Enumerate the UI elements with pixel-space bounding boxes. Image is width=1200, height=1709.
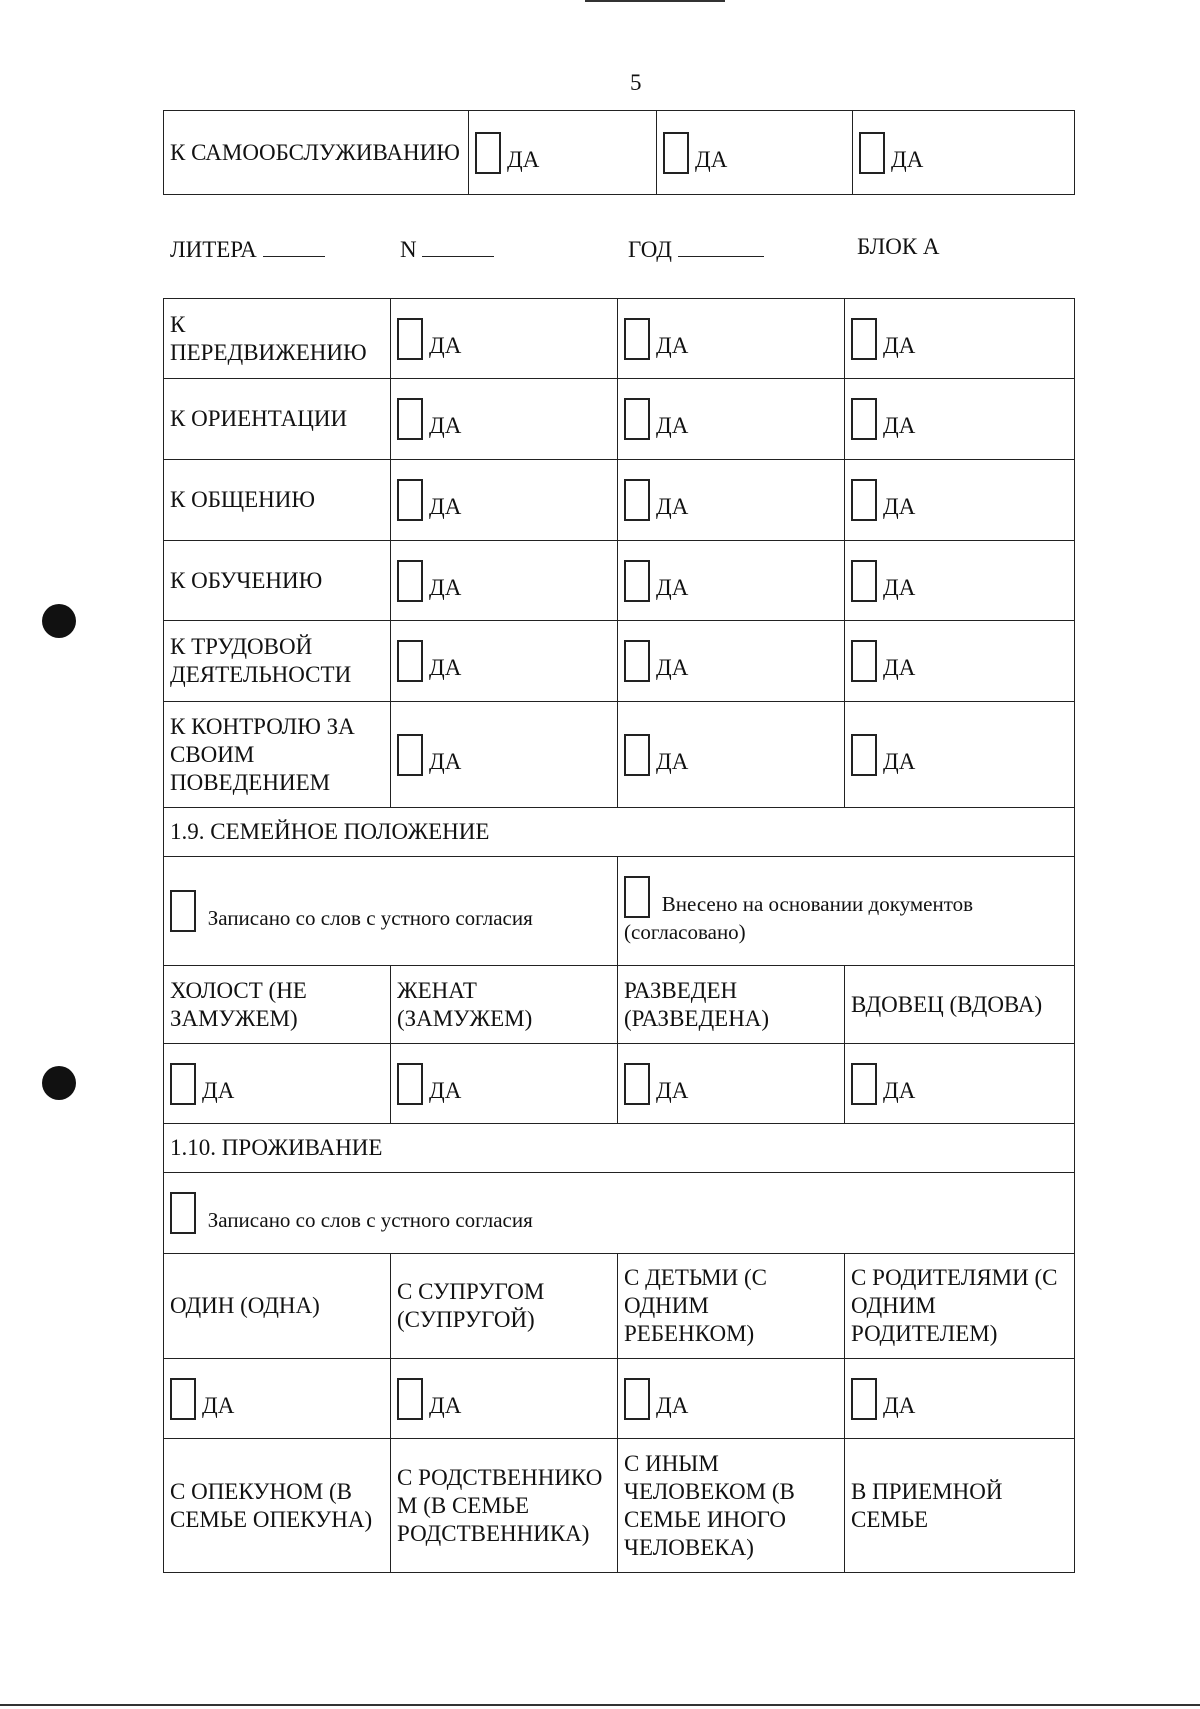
residence-checkbox-row bbox=[164, 1359, 1075, 1439]
yes-label: ДА bbox=[656, 332, 689, 358]
litera-field bbox=[170, 234, 325, 263]
residence-option: ОДИН (ОДНА) bbox=[164, 1254, 391, 1359]
documents-label: Внесено на основании документов (согласовано) bbox=[624, 892, 974, 944]
checkbox[interactable] bbox=[397, 640, 423, 682]
yes-label: ДА bbox=[695, 146, 728, 172]
checkbox[interactable] bbox=[851, 560, 877, 602]
yes-label: ДА bbox=[891, 146, 924, 172]
yes-label: ДА bbox=[429, 413, 462, 438]
yes-label: ДА bbox=[656, 748, 689, 774]
ability-row bbox=[164, 379, 1075, 460]
row-label: К ОБЩЕНИЮ bbox=[164, 460, 391, 541]
oral-consent-checkbox[interactable] bbox=[170, 890, 196, 932]
scan-line bbox=[585, 0, 725, 2]
checkbox[interactable] bbox=[475, 132, 501, 174]
yes-label: ДА bbox=[507, 146, 540, 172]
yes-label: ДА bbox=[429, 574, 462, 600]
family-option: РАЗВЕДЕН (РАЗВЕДЕНА) bbox=[618, 966, 845, 1044]
yes-label: ДА bbox=[883, 1077, 916, 1103]
year-field bbox=[628, 234, 764, 263]
checkbox[interactable] bbox=[851, 398, 877, 440]
row-label: К ТРУДОВОЙ ДЕЯТЕЛЬНОСТИ bbox=[164, 621, 391, 702]
yes-label: ДА bbox=[883, 655, 916, 680]
checkbox[interactable] bbox=[397, 479, 423, 521]
yes-label: ДА bbox=[202, 1392, 235, 1418]
residence-options-row bbox=[164, 1254, 1075, 1359]
yes-label: ДА bbox=[656, 574, 689, 600]
ability-row bbox=[164, 621, 1075, 702]
litera-input[interactable] bbox=[263, 234, 325, 257]
yes-label: ДА bbox=[429, 748, 462, 774]
ability-row bbox=[164, 460, 1075, 541]
residence-option: В ПРИЕМНОЙ СЕМЬЕ bbox=[845, 1439, 1075, 1573]
checkbox[interactable] bbox=[851, 479, 877, 521]
residence-option: С ОПЕКУНОМ (В СЕМЬЕ ОПЕКУНА) bbox=[164, 1439, 391, 1573]
yes-label: ДА bbox=[883, 332, 916, 358]
checkbox[interactable] bbox=[624, 1063, 650, 1105]
checkbox[interactable] bbox=[624, 640, 650, 682]
page-number: 5 bbox=[630, 70, 642, 95]
residence-option: С РОДИТЕЛЯМИ (С ОДНИМ РОДИТЕЛЕМ) bbox=[845, 1254, 1075, 1359]
checkbox[interactable] bbox=[397, 560, 423, 602]
family-options-row bbox=[164, 966, 1075, 1044]
number-field bbox=[400, 234, 494, 263]
residence-option: С СУПРУГОМ (СУПРУГОЙ) bbox=[391, 1254, 618, 1359]
oral-consent-label: Записано со слов с устного согласия bbox=[207, 1208, 533, 1232]
checkbox[interactable] bbox=[624, 1378, 650, 1420]
checkbox[interactable] bbox=[851, 318, 877, 360]
family-option: ХОЛОСТ (НЕ ЗАМУЖЕМ) bbox=[164, 966, 391, 1044]
yes-label: ДА bbox=[429, 494, 462, 519]
checkbox[interactable] bbox=[624, 479, 650, 521]
yes-label: ДА bbox=[656, 1392, 689, 1418]
yes-label: ДА bbox=[883, 1392, 916, 1418]
family-checkbox-row bbox=[164, 1044, 1075, 1124]
checkbox[interactable] bbox=[624, 398, 650, 440]
punch-hole bbox=[42, 1066, 76, 1100]
self-care-table bbox=[163, 110, 1075, 195]
section-heading-family: 1.9. СЕМЕЙНОЕ ПОЛОЖЕНИЕ bbox=[164, 808, 1075, 857]
checkbox[interactable] bbox=[397, 398, 423, 440]
yes-label: ДА bbox=[883, 413, 916, 438]
checkbox[interactable] bbox=[851, 1378, 877, 1420]
oral-consent-checkbox[interactable] bbox=[170, 1192, 196, 1234]
checkbox[interactable] bbox=[663, 132, 689, 174]
checkbox[interactable] bbox=[397, 734, 423, 776]
row-label: К САМООБСЛУЖИВАНИЮ bbox=[164, 111, 469, 195]
checkbox[interactable] bbox=[170, 1063, 196, 1105]
row-label: К ОРИЕНТАЦИИ bbox=[164, 379, 391, 460]
row-label: К ПЕРЕДВИЖЕНИЮ bbox=[164, 299, 391, 379]
yes-label: ДА bbox=[656, 655, 689, 680]
block-label: БЛОК А bbox=[857, 234, 940, 259]
yes-label: ДА bbox=[656, 494, 689, 519]
yes-label: ДА bbox=[656, 1077, 689, 1103]
ability-row bbox=[164, 541, 1075, 621]
checkbox[interactable] bbox=[624, 560, 650, 602]
residence-options-row-2 bbox=[164, 1439, 1075, 1573]
checkbox[interactable] bbox=[851, 734, 877, 776]
checkbox[interactable] bbox=[851, 1063, 877, 1105]
residence-option: С ДЕТЬМИ (С ОДНИМ РЕБЕНКОМ) bbox=[618, 1254, 845, 1359]
yes-label: ДА bbox=[429, 655, 462, 680]
yes-label: ДА bbox=[883, 748, 916, 774]
number-input[interactable] bbox=[422, 234, 494, 257]
yes-label: ДА bbox=[202, 1077, 235, 1103]
oral-consent-label: Записано со слов с устного согласия bbox=[207, 906, 533, 930]
year-label: ГОД bbox=[628, 237, 672, 262]
punch-hole bbox=[42, 604, 76, 638]
residence-option: С РОДСТВЕННИКО М (В СЕМЬЕ РОДСТВЕННИКА) bbox=[391, 1439, 618, 1573]
checkbox[interactable] bbox=[851, 640, 877, 682]
checkbox[interactable] bbox=[397, 318, 423, 360]
main-table bbox=[163, 298, 1075, 1573]
ability-row bbox=[164, 299, 1075, 379]
section-heading-residence: 1.10. ПРОЖИВАНИЕ bbox=[164, 1124, 1075, 1173]
checkbox[interactable] bbox=[397, 1378, 423, 1420]
row-label: К КОНТРОЛЮ ЗА СВОИМ ПОВЕДЕНИЕМ bbox=[164, 702, 391, 808]
checkbox[interactable] bbox=[624, 318, 650, 360]
family-option: ЖЕНАТ (ЗАМУЖЕМ) bbox=[391, 966, 618, 1044]
yes-label: ДА bbox=[883, 574, 916, 600]
yes-label: ДА bbox=[883, 494, 916, 519]
checkbox[interactable] bbox=[624, 734, 650, 776]
number-label: N bbox=[400, 237, 417, 262]
documents-checkbox[interactable] bbox=[624, 876, 650, 918]
checkbox[interactable] bbox=[859, 132, 885, 174]
scan-line bbox=[0, 1704, 1200, 1706]
yes-label: ДА bbox=[429, 1392, 462, 1418]
family-option: ВДОВЕЦ (ВДОВА) bbox=[845, 966, 1075, 1044]
litera-label: ЛИТЕРА bbox=[170, 237, 257, 262]
yes-label: ДА bbox=[656, 413, 689, 438]
checkbox[interactable] bbox=[397, 1063, 423, 1105]
checkbox[interactable] bbox=[170, 1378, 196, 1420]
residence-option: С ИНЫМ ЧЕЛОВЕКОМ (В СЕМЬЕ ИНОГО ЧЕЛОВЕКА) bbox=[618, 1439, 845, 1573]
row-label: К ОБУЧЕНИЮ bbox=[164, 541, 391, 621]
year-input[interactable] bbox=[678, 234, 764, 257]
yes-label: ДА bbox=[429, 1077, 462, 1103]
yes-label: ДА bbox=[429, 332, 462, 358]
ability-row bbox=[164, 702, 1075, 808]
